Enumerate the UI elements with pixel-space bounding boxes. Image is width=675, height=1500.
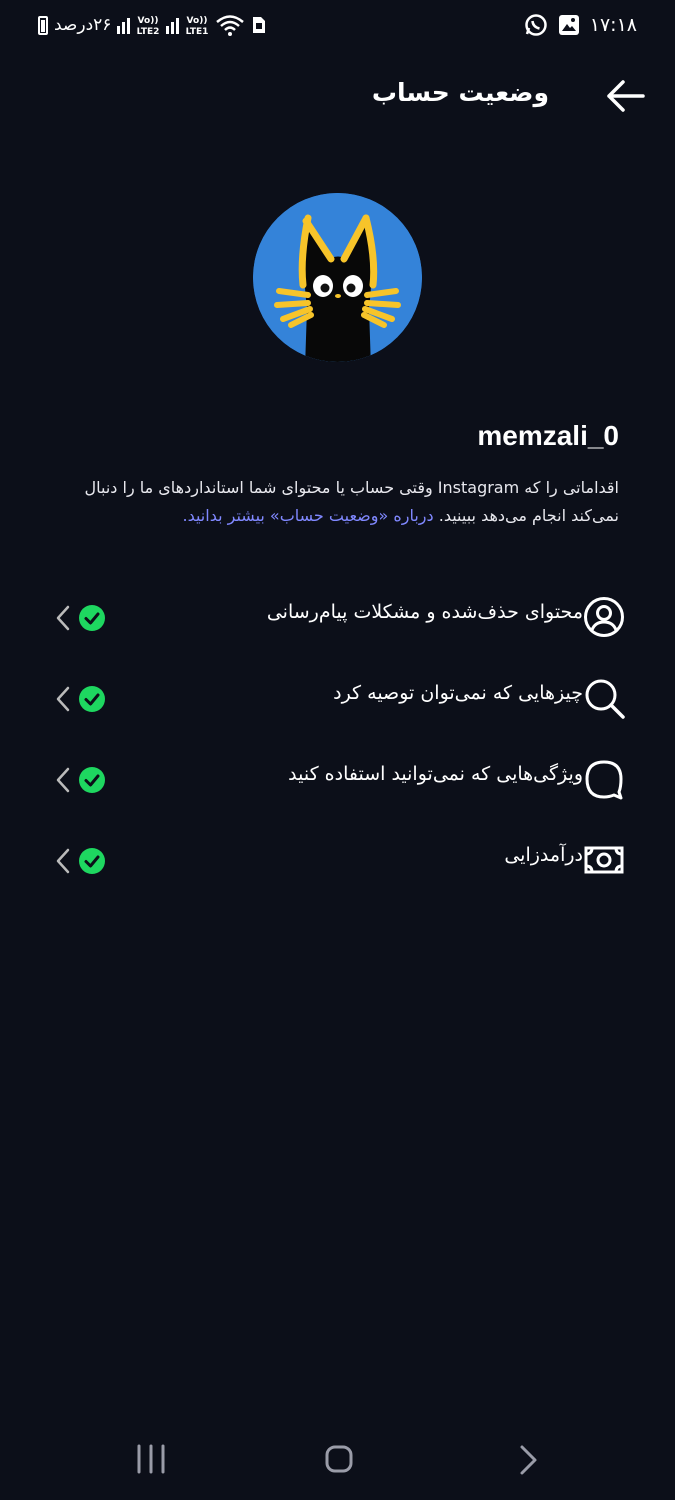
description-text: اقداماتی را که Instagram وقتی حساب یا محتوای شما استانداردهای ما را دنبال نمی‌کند انجام می‌دهد ببینید.	[84, 478, 619, 525]
sim-icon	[251, 15, 267, 35]
page-title: وضعیت حساب	[371, 78, 549, 107]
chevron-left-icon	[52, 684, 74, 714]
description	[49, 474, 619, 530]
check-circle-icon	[78, 685, 106, 713]
nav-back-icon[interactable]	[516, 1444, 540, 1476]
chevron-left-icon	[52, 603, 74, 633]
status-item-label: ویژگی‌هایی که نمی‌توانید استفاده کنید	[288, 763, 583, 785]
check-circle-icon	[78, 847, 106, 875]
home-icon[interactable]	[324, 1444, 354, 1474]
avatar	[253, 193, 422, 362]
whatsapp-icon	[524, 13, 548, 37]
status-right	[524, 12, 637, 38]
wifi-icon	[215, 13, 245, 37]
person-circle-icon	[583, 596, 625, 638]
username: memzali_0	[477, 420, 619, 451]
volte-lte2-icon	[136, 14, 160, 36]
status-item-label: درآمدزایی	[504, 844, 583, 866]
system-nav-bar	[0, 1425, 675, 1495]
status-item-features[interactable]	[0, 738, 675, 820]
cat-avatar-image	[253, 193, 422, 362]
signal-icon	[117, 16, 130, 34]
status-item-recommendations[interactable]	[0, 657, 675, 739]
search-icon	[583, 677, 625, 719]
status-bar	[0, 0, 675, 52]
svg-text:LTE1: LTE1	[186, 27, 209, 36]
clock: ۱۷:۱۸	[589, 14, 637, 36]
battery-text: ۲۶درصد	[54, 15, 112, 35]
battery-icon	[38, 16, 48, 35]
money-icon	[583, 839, 625, 881]
signal-icon	[166, 16, 179, 34]
recents-icon[interactable]	[135, 1444, 167, 1474]
status-item-removed-content[interactable]	[0, 576, 675, 658]
status-left	[38, 12, 267, 38]
header	[0, 62, 675, 128]
learn-more-link[interactable]: درباره «وضعیت حساب» بیشتر بدانید.	[182, 506, 434, 525]
status-item-label: محتوای حذف‌شده و مشکلات پیام‌رسانی	[266, 601, 583, 623]
volte-lte1-icon	[185, 14, 209, 36]
check-circle-icon	[78, 766, 106, 794]
chevron-left-icon	[52, 765, 74, 795]
gallery-icon	[558, 14, 580, 36]
arrow-left-icon[interactable]	[603, 74, 647, 118]
svg-text:LTE2: LTE2	[137, 27, 160, 36]
svg-text:Vo)): Vo))	[137, 16, 159, 26]
status-item-label: چیزهایی که نمی‌توان توصیه کرد	[333, 682, 583, 704]
status-item-monetization[interactable]	[0, 819, 675, 901]
svg-text:Vo)): Vo))	[186, 16, 208, 26]
chevron-left-icon	[52, 846, 74, 876]
chat-bubble-icon	[583, 758, 625, 800]
check-circle-icon	[78, 604, 106, 632]
